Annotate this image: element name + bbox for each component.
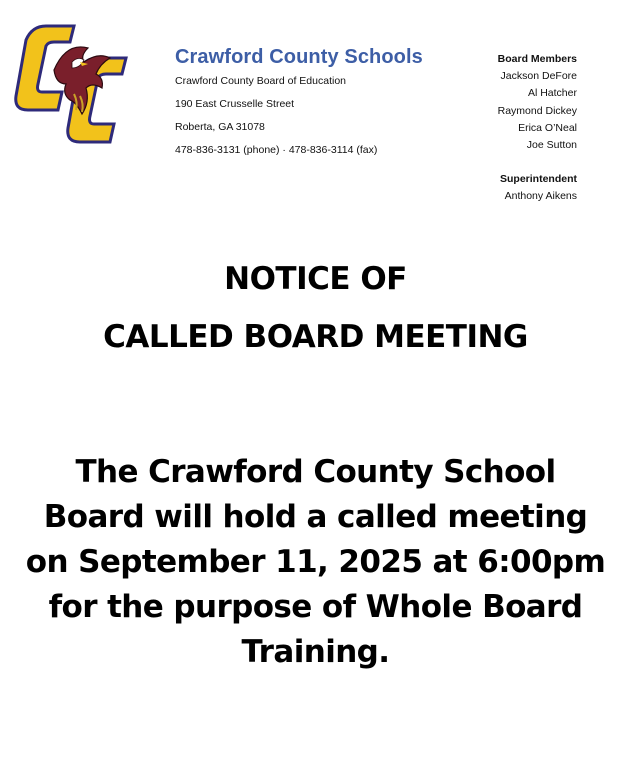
notice-body-line: Board will hold a called meeting: [43, 499, 588, 535]
notice-body: [20, 450, 611, 675]
superintendent-name: Anthony Aikens: [504, 190, 577, 203]
superintendent-heading: Superintendent: [499, 173, 577, 185]
org-name: Crawford County Schools: [175, 46, 423, 68]
board-member: Al Hatcher: [527, 87, 577, 100]
notice-body-line: for the purpose of Whole Board: [48, 589, 583, 625]
cc-eagle-logo-icon: [14, 22, 140, 148]
superintendent: [500, 171, 577, 205]
eagle-icon: [54, 47, 110, 114]
notice-body-line: Training.: [241, 634, 390, 670]
board-member: Erica O’Neal: [518, 121, 577, 134]
street-address: 190 East Crusselle Street: [175, 98, 295, 110]
district-logo: [14, 22, 140, 148]
district-header: [175, 46, 423, 156]
notice-body-line: The Crawford County School: [75, 454, 556, 490]
board-member: Joe Sutton: [526, 139, 577, 152]
notice-title: [0, 250, 631, 366]
phone-fax: 478-836-3131 (phone) · 478-836-3114 (fax): [175, 144, 378, 156]
board-members: [498, 51, 577, 154]
board-of-education: Crawford County Board of Education: [175, 75, 347, 87]
board-member: Jackson DeFore: [500, 70, 577, 83]
notice-title-line: CALLED BOARD MEETING: [103, 319, 528, 355]
board-members-heading: Board Members: [497, 53, 577, 65]
notice-body-line: on September 11, 2025 at 6:00pm: [25, 544, 606, 580]
board-member: Raymond Dickey: [497, 104, 577, 117]
city-state-zip: Roberta, GA 31078: [175, 121, 265, 133]
notice-title-line: NOTICE OF: [224, 261, 407, 297]
